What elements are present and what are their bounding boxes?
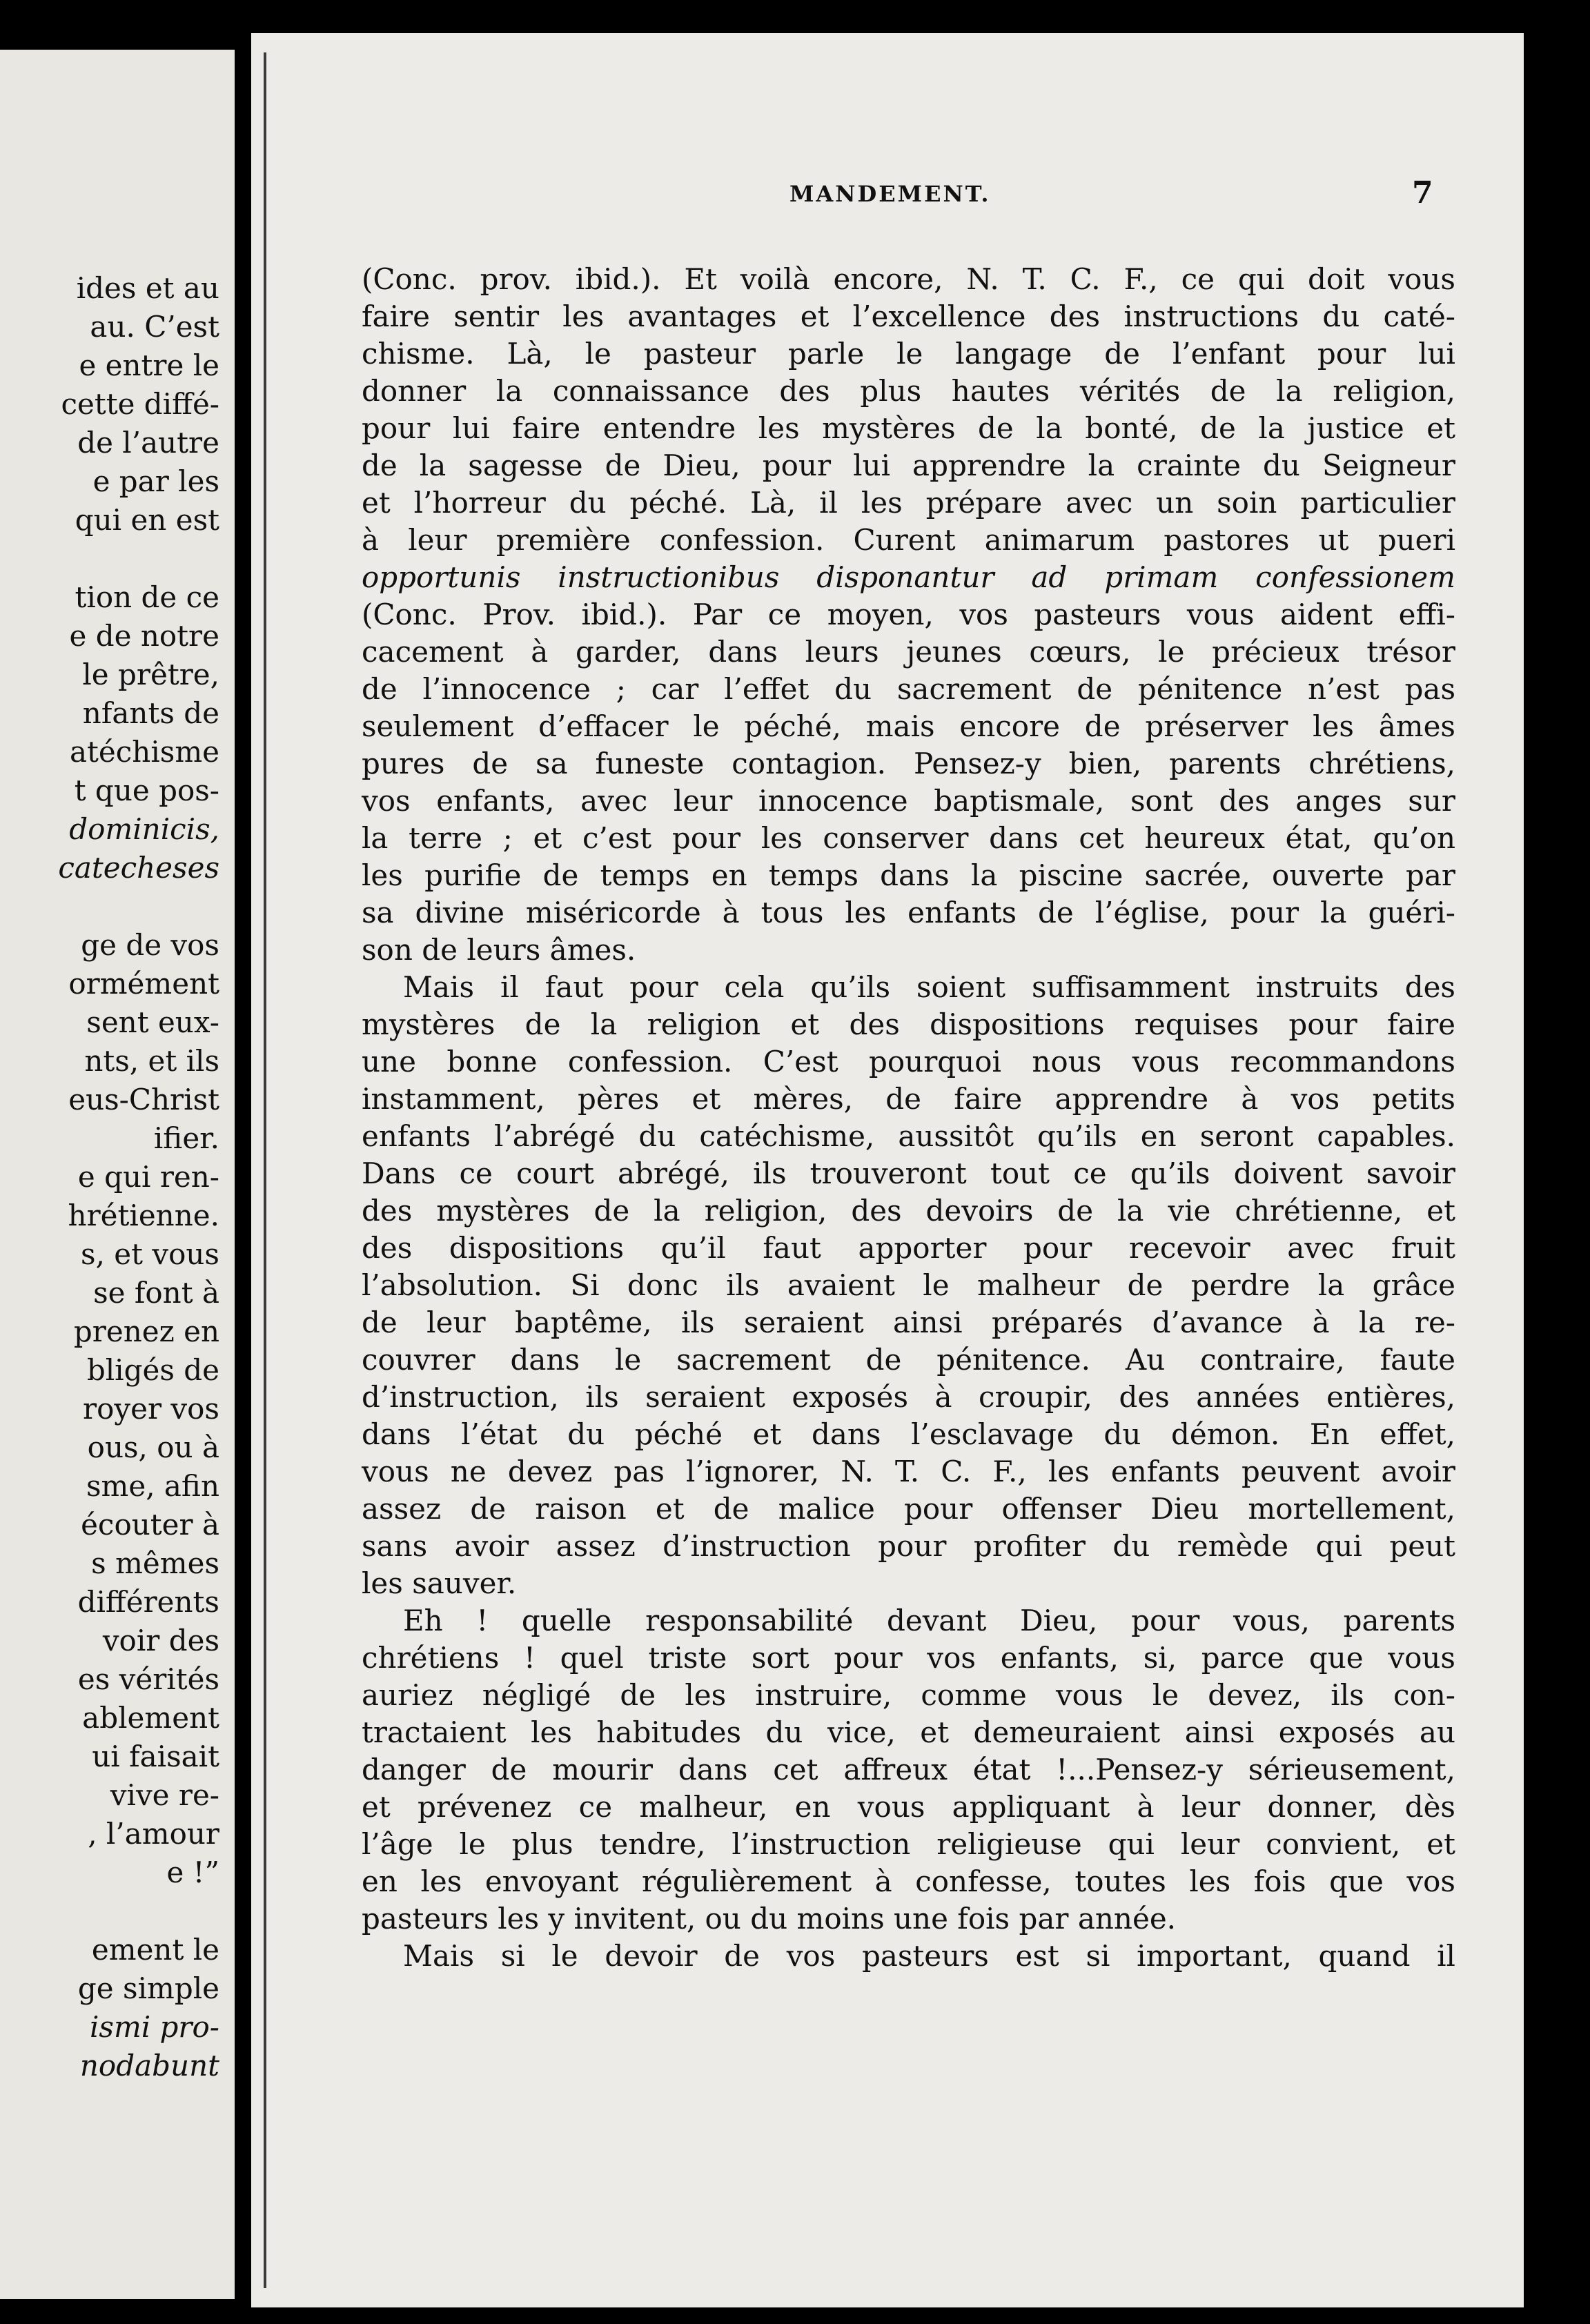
text-line: des mystères de la religion, des devoirs de la vie chrétienne, et bbox=[362, 1194, 1455, 1228]
left-line: qui en est bbox=[75, 503, 219, 537]
text-line: son de leurs âmes. bbox=[362, 933, 636, 967]
text-line: sans avoir assez d’instruction pour profiter du remède qui peut bbox=[362, 1529, 1455, 1563]
left-line: ismi pro- bbox=[89, 2010, 219, 2044]
left-line: ablement bbox=[82, 1701, 219, 1735]
left-line: ge de vos bbox=[81, 928, 219, 962]
left-line: nodabunt bbox=[79, 2049, 219, 2082]
page-number: 7 bbox=[1412, 175, 1433, 210]
left-line: atéchisme bbox=[69, 735, 219, 769]
left-line: dominicis, bbox=[69, 812, 219, 846]
page-gutter bbox=[235, 0, 251, 2324]
page-border-line bbox=[264, 52, 266, 2288]
left-line: es vérités bbox=[77, 1662, 219, 1696]
left-line: le prêtre, bbox=[82, 658, 219, 691]
text-line: les sauver. bbox=[362, 1566, 517, 1600]
left-line: , l’amour bbox=[88, 1817, 219, 1851]
left-page-fragment bbox=[0, 50, 235, 2299]
text-line: à leur première confession. Curent animarum pastores ut pueri bbox=[362, 523, 1455, 557]
text-line: les purifie de temps en temps dans la piscine sacrée, ouverte par bbox=[362, 858, 1455, 892]
main-page bbox=[251, 33, 1524, 2307]
left-line: ormément bbox=[68, 967, 219, 1001]
right-margin bbox=[1524, 0, 1590, 2324]
left-line: royer vos bbox=[83, 1392, 219, 1426]
text-line: pour lui faire entendre les mystères de la bonté, de la justice et bbox=[362, 411, 1455, 445]
text-line: donner la connaissance des plus hautes vérités de la religion, bbox=[362, 374, 1455, 408]
text-line: et l’horreur du péché. Là, il les prépare avec un soin particulier bbox=[362, 486, 1455, 520]
left-line: bligés de bbox=[86, 1353, 219, 1387]
text-line: Mais si le devoir de vos pasteurs est si important, quand il bbox=[403, 1939, 1455, 1973]
left-line: au. C’est bbox=[90, 310, 219, 344]
text-line: (Conc. Prov. ibid.). Par ce moyen, vos pasteurs vous aident effi- bbox=[362, 598, 1455, 631]
left-line: e par les bbox=[92, 464, 219, 498]
text-line: d’instruction, ils seraient exposés à croupir, des années entières, bbox=[362, 1380, 1455, 1414]
left-line: différents bbox=[77, 1585, 219, 1619]
text-line: vous ne devez pas l’ignorer, N. T. C. F., les enfants peuvent avoir bbox=[362, 1455, 1455, 1488]
left-line: e qui ren- bbox=[77, 1160, 219, 1194]
text-line: une bonne confession. C’est pourquoi nous vous recommandons bbox=[362, 1045, 1455, 1079]
left-line: de l’autre bbox=[77, 426, 219, 460]
text-line: instamment, pères et mères, de faire apprendre à vos petits bbox=[362, 1082, 1455, 1116]
left-line: écouter à bbox=[81, 1508, 219, 1542]
text-line: seulement d’effacer le péché, mais encore de préserver les âmes bbox=[362, 709, 1455, 743]
left-line: cette diffé- bbox=[61, 387, 219, 421]
left-line: prenez en bbox=[73, 1314, 219, 1348]
left-line: vive re- bbox=[110, 1778, 219, 1812]
text-line: la terre ; et c’est pour les conserver dans cet heureux état, qu’on bbox=[362, 821, 1455, 855]
left-line: voir des bbox=[102, 1624, 219, 1657]
left-line: nts, et ils bbox=[84, 1044, 219, 1078]
left-line: e !” bbox=[166, 1855, 219, 1889]
text-line: de l’innocence ; car l’effet du sacrement de pénitence n’est pas bbox=[362, 672, 1455, 706]
text-line: chisme. Là, le pasteur parle le langage de l’enfant pour lui bbox=[362, 337, 1455, 371]
text-line: cacement à garder, dans leurs jeunes cœurs, le précieux trésor bbox=[362, 635, 1455, 669]
left-line: ement le bbox=[91, 1933, 219, 1967]
text-line: couvrer dans le sacrement de pénitence. Au contraire, faute bbox=[362, 1343, 1455, 1377]
text-line: l’absolution. Si donc ils avaient le malheur de perdre la grâce bbox=[362, 1268, 1455, 1302]
text-line: assez de raison et de malice pour offenser Dieu mortellement, bbox=[362, 1492, 1455, 1526]
left-line: e entre le bbox=[79, 348, 219, 382]
left-line: e de notre bbox=[69, 619, 219, 653]
left-line: ge simple bbox=[77, 1971, 219, 2005]
text-line: dans l’état du péché et dans l’esclavage du démon. En effet, bbox=[362, 1417, 1455, 1451]
text-line: auriez négligé de les instruire, comme vous le devez, ils con- bbox=[362, 1678, 1455, 1712]
left-line: ides et au bbox=[76, 271, 219, 305]
text-line: Mais il faut pour cela qu’ils soient suffisamment instruits des bbox=[403, 970, 1455, 1004]
left-line: se font à bbox=[93, 1276, 219, 1310]
text-line: enfants l’abrégé du catéchisme, aussitôt qu’ils en seront capables. bbox=[362, 1119, 1455, 1153]
left-line: s mêmes bbox=[91, 1546, 219, 1580]
text-line: de la sagesse de Dieu, pour lui apprendre la crainte du Seigneur bbox=[362, 449, 1455, 482]
text-line: et prévenez ce malheur, en vous appliquant à leur donner, dès bbox=[362, 1790, 1455, 1824]
left-line: sme, afin bbox=[86, 1469, 219, 1503]
left-line: ui faisait bbox=[92, 1740, 219, 1773]
text-line: pures de sa funeste contagion. Pensez-y bien, parents chrétiens, bbox=[362, 747, 1455, 780]
text-line: des dispositions qu’il faut apporter pour recevoir avec fruit bbox=[362, 1231, 1455, 1265]
left-line: sent eux- bbox=[86, 1005, 219, 1039]
left-line: ous, ou à bbox=[87, 1430, 219, 1464]
running-head: MANDEMENT. bbox=[789, 181, 991, 207]
text-line: (Conc. prov. ibid.). Et voilà encore, N. T. C. F., ce qui doit vous bbox=[362, 262, 1455, 296]
left-line: nfants de bbox=[82, 696, 219, 730]
text-line: chrétiens ! quel triste sort pour vos enfants, si, parce que vous bbox=[362, 1641, 1455, 1675]
text-line: pasteurs les y invitent, ou du moins une fois par année. bbox=[362, 1902, 1177, 1936]
left-line: s, et vous bbox=[81, 1237, 219, 1271]
text-line: en les envoyant régulièrement à confesse, toutes les fois que vos bbox=[362, 1864, 1455, 1898]
left-line: t que pos- bbox=[74, 774, 219, 807]
text-line: de leur baptême, ils seraient ainsi préparés d’avance à la re- bbox=[362, 1306, 1455, 1339]
left-line: ifier. bbox=[153, 1121, 219, 1155]
left-line: hrétienne. bbox=[68, 1199, 219, 1232]
text-line: mystères de la religion et des dispositions requises pour faire bbox=[362, 1007, 1455, 1041]
text-line: opportunis instructionibus disponantur ad primam confessionem bbox=[362, 560, 1455, 594]
text-line: Dans ce court abrégé, ils trouveront tout ce qu’ils doivent savoir bbox=[362, 1156, 1455, 1190]
left-line: eus-Christ bbox=[68, 1083, 219, 1116]
text-line: Eh ! quelle responsabilité devant Dieu, pour vous, parents bbox=[403, 1604, 1455, 1637]
left-line: catecheses bbox=[58, 851, 219, 885]
left-line: tion de ce bbox=[75, 580, 219, 614]
text-line: danger de mourir dans cet affreux état !...Pensez-y sérieusement, bbox=[362, 1753, 1455, 1786]
text-line: vos enfants, avec leur innocence baptismale, sont des anges sur bbox=[362, 784, 1455, 818]
text-line: l’âge le plus tendre, l’instruction religieuse qui leur convient, et bbox=[362, 1827, 1455, 1861]
text-line: sa divine miséricorde à tous les enfants de l’église, pour la guéri- bbox=[362, 896, 1455, 929]
text-line: faire sentir les avantages et l’excellence des instructions du caté- bbox=[362, 299, 1455, 333]
text-line: tractaient les habitudes du vice, et demeuraient ainsi exposés au bbox=[362, 1715, 1455, 1749]
